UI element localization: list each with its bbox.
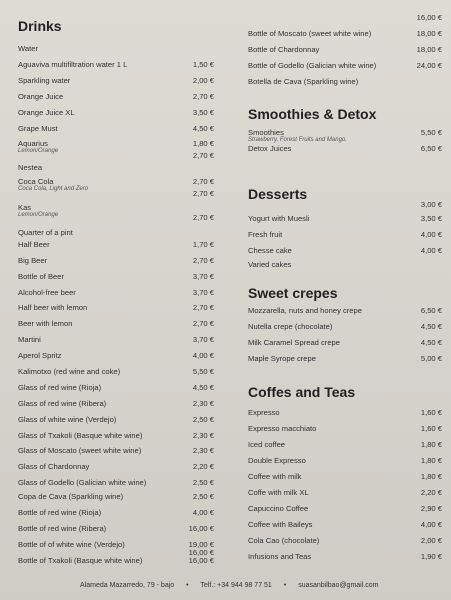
menu-item-price: 5,00 € bbox=[420, 354, 442, 363]
menu-item-price: 5,50 € bbox=[420, 128, 442, 137]
menu-item bbox=[248, 504, 442, 513]
menu-item-name: Glass of red wine (Ribera) bbox=[18, 399, 107, 408]
menu-item-name: Copa de Cava (Sparkling wine) bbox=[18, 492, 124, 501]
menu-item-price: 4,00 € bbox=[420, 520, 442, 529]
menu-item bbox=[18, 351, 214, 360]
menu-item-price: 3,50 € bbox=[192, 108, 214, 117]
menu-item-name: Mozzarella, nuts and honey crepe bbox=[248, 306, 362, 315]
footer bbox=[80, 582, 420, 589]
menu-item-name: Water bbox=[18, 44, 38, 53]
menu-item-description: Coca Cola, Light and Zero bbox=[18, 186, 89, 192]
menu-item-price: 2,70 € bbox=[192, 213, 214, 222]
footer-separator: • bbox=[283, 582, 287, 589]
menu-item-price: 4,50 € bbox=[192, 383, 214, 392]
footer-separator: • bbox=[186, 582, 189, 589]
menu-item-name: Coffee with milk bbox=[248, 472, 302, 481]
menu-item bbox=[18, 492, 214, 501]
menu-item-price: 24,00 € bbox=[416, 61, 442, 70]
menu-item bbox=[18, 524, 214, 533]
menu-item bbox=[18, 163, 214, 172]
menu-item bbox=[248, 424, 442, 433]
menu-item bbox=[248, 246, 442, 255]
menu-item-name: Detox Juices bbox=[248, 144, 292, 153]
menu-item bbox=[18, 272, 214, 281]
drinks-heading: Drinks bbox=[18, 18, 62, 34]
menu-item-price: 4,00 € bbox=[192, 351, 214, 360]
menu-item bbox=[248, 456, 442, 465]
menu-item-price: 4,00 € bbox=[420, 246, 442, 255]
menu-item bbox=[18, 44, 214, 53]
menu-item bbox=[248, 29, 442, 38]
menu-item bbox=[248, 128, 442, 144]
menu-item bbox=[248, 77, 442, 86]
menu-item-price: 4,00 € bbox=[420, 230, 442, 239]
menu-item bbox=[18, 139, 214, 155]
menu-item bbox=[18, 76, 214, 85]
menu-item-price: 18,00 € bbox=[416, 29, 442, 38]
menu-item-name: Glass of red wine (Rioja) bbox=[18, 383, 102, 392]
menu-item bbox=[18, 60, 214, 69]
menu-item bbox=[18, 478, 214, 487]
menu-item-price: 4,50 € bbox=[420, 338, 442, 347]
menu-item bbox=[18, 556, 214, 565]
menu-item-price: 6,50 € bbox=[420, 306, 442, 315]
menu-item-name: Botella de Cava (Sparkling wine) bbox=[248, 77, 359, 86]
menu-item bbox=[18, 288, 214, 297]
menu-item bbox=[248, 536, 442, 545]
menu-item-price: 16,00 € bbox=[188, 556, 214, 565]
menu-item-name: Glass of Godello (Galician white wine) bbox=[18, 478, 147, 487]
menu-item-name: Iced coffee bbox=[248, 440, 286, 449]
menu-item-name: Glass of white wine (Verdejo) bbox=[18, 415, 117, 424]
menu-item-name: Quarter of a pint bbox=[18, 228, 73, 237]
menu-item bbox=[18, 446, 214, 455]
menu-item-price: 2,70 € bbox=[192, 319, 214, 328]
menu-item-name: Grape Must bbox=[18, 124, 58, 133]
menu-item-price: 2,70 € bbox=[192, 177, 214, 186]
menu-item bbox=[18, 203, 214, 219]
menu-item bbox=[18, 508, 214, 517]
menu-item bbox=[248, 408, 442, 417]
menu-item bbox=[248, 440, 442, 449]
menu-item-description: Strawberry, Forest Fruits and Mango. bbox=[248, 137, 347, 143]
menu-item bbox=[18, 240, 214, 249]
menu-item bbox=[18, 431, 214, 440]
menu-item-price: 16,00 € bbox=[416, 13, 442, 22]
menu-item bbox=[248, 144, 442, 153]
menu-item-price: 3,70 € bbox=[192, 272, 214, 281]
menu-item-description: Lemon/Orange bbox=[18, 212, 59, 218]
menu-item bbox=[18, 335, 214, 344]
footer-email: suasanbilbao@gmail.com bbox=[298, 582, 379, 589]
menu-item bbox=[248, 472, 442, 481]
menu-item-price: 2,50 € bbox=[192, 415, 214, 424]
menu-item-name: Expresso macchiato bbox=[248, 424, 317, 433]
menu-item bbox=[18, 303, 214, 312]
coffees-heading: Coffes and Teas bbox=[248, 384, 356, 400]
menu-item-price: 2,90 € bbox=[420, 504, 442, 513]
menu-item bbox=[248, 354, 442, 363]
menu-item bbox=[18, 367, 214, 376]
menu-item-price: 16,00 € bbox=[188, 548, 214, 557]
menu-item-name: Big Beer bbox=[18, 256, 48, 265]
menu-item-price: 2,70 € bbox=[192, 303, 214, 312]
menu-item-name: Chesse cake bbox=[248, 246, 292, 255]
menu-item-price: 1,60 € bbox=[420, 408, 442, 417]
menu-item-name: Nutella crepe (chocolate) bbox=[248, 322, 333, 331]
menu-item-name: Bottle of red wine (Rioja) bbox=[18, 508, 102, 517]
menu-item-name: Aquarius bbox=[18, 139, 48, 148]
menu-item-description: Lemon/Orange bbox=[18, 148, 59, 154]
menu-item bbox=[18, 256, 214, 265]
menu-item bbox=[248, 61, 442, 70]
menu-item bbox=[248, 552, 442, 561]
menu-item-name: Nestea bbox=[18, 163, 43, 172]
menu-item-name: Bottle of of white wine (Verdejo) bbox=[18, 540, 125, 549]
menu-item-price: 2,50 € bbox=[192, 478, 214, 487]
menu-item-price: 18,00 € bbox=[416, 45, 442, 54]
menu-item-name: Infusions and Teas bbox=[248, 552, 312, 561]
menu-item-name: Half Beer bbox=[18, 240, 50, 249]
menu-item-name: Orange Juice bbox=[18, 92, 64, 101]
menu-item-name: Maple Syrope crepe bbox=[248, 354, 316, 363]
menu-item-price: 1,90 € bbox=[420, 552, 442, 561]
menu-item-name: Sparkling water bbox=[18, 76, 71, 85]
menu-item bbox=[248, 488, 442, 497]
menu-item-name: Martini bbox=[18, 335, 41, 344]
footer-phone: Telf.: +34 944 98 77 51 bbox=[200, 582, 272, 589]
menu-item-name: Half beer with lemon bbox=[18, 303, 88, 312]
menu-item-name: Bottle of Godello (Galician white wine) bbox=[248, 61, 377, 70]
menu-item-name: Cola Cao (chocolate) bbox=[248, 536, 320, 545]
menu-item bbox=[18, 415, 214, 424]
menu-item-price: 16,00 € bbox=[188, 524, 214, 533]
menu-item-name: Glass of Chardonnay bbox=[18, 462, 90, 471]
menu-item-name: Aguaviva multifiltration water 1 L bbox=[18, 60, 128, 69]
menu-item-price: 3,50 € bbox=[420, 214, 442, 223]
menu-item-name: Coffee with Baileys bbox=[248, 520, 313, 529]
menu-item-name: Bottle of Chardonnay bbox=[248, 45, 320, 54]
menu-item-price: 4,50 € bbox=[420, 322, 442, 331]
menu-item-price: 2,20 € bbox=[420, 488, 442, 497]
menu-item bbox=[248, 214, 442, 223]
menu-item-price: 2,30 € bbox=[192, 446, 214, 455]
menu-item-price: 6,50 € bbox=[420, 144, 442, 153]
footer-address: Alameda Mazarredo, 79 - bajo bbox=[80, 582, 175, 589]
menu-item-price: 2,70 € bbox=[192, 189, 214, 198]
menu-item-name: Orange Juice XL bbox=[18, 108, 75, 117]
menu-item bbox=[248, 306, 442, 315]
crepes-heading: Sweet crepes bbox=[248, 285, 338, 301]
menu-item-price: 2,70 € bbox=[192, 92, 214, 101]
menu-item-price: 2,30 € bbox=[192, 399, 214, 408]
menu-item-name: Glass of Txakoli (Basque white wine) bbox=[18, 431, 143, 440]
menu-item bbox=[248, 322, 442, 331]
menu-item-price: 4,50 € bbox=[192, 124, 214, 133]
menu-item-price: 2,70 € bbox=[192, 256, 214, 265]
menu-item-price: 4,00 € bbox=[192, 508, 214, 517]
menu-item-price: 1,80 € bbox=[192, 139, 214, 148]
menu-item-name: Varied cakes bbox=[248, 260, 292, 269]
menu-item-name: Alcohol-free beer bbox=[18, 288, 76, 297]
menu-item-price: 1,60 € bbox=[420, 424, 442, 433]
menu-item-name: Coca Cola bbox=[18, 177, 54, 186]
menu-item-price: 2,00 € bbox=[192, 76, 214, 85]
menu-item-price: 2,50 € bbox=[192, 492, 214, 501]
menu-item-name: Bottle of Txakoli (Basque white wine) bbox=[18, 556, 143, 565]
menu-item-price: 1,80 € bbox=[420, 456, 442, 465]
menu-item-price: 1,80 € bbox=[420, 472, 442, 481]
menu-item-name: Fresh fruit bbox=[248, 230, 283, 239]
menu-item-price: 2,20 € bbox=[192, 462, 214, 471]
menu-item-name: Beer with lemon bbox=[18, 319, 73, 328]
menu-item-name: Bottle of Beer bbox=[18, 272, 65, 281]
menu-item-name: Capuccino Coffee bbox=[248, 504, 309, 513]
menu-item-price: 2,30 € bbox=[192, 431, 214, 440]
menu-item-name: Double Expresso bbox=[248, 456, 306, 465]
menu-item-price: 1,70 € bbox=[192, 240, 214, 249]
menu-item bbox=[248, 230, 442, 239]
menu-item-price: 3,70 € bbox=[192, 288, 214, 297]
menu-item bbox=[18, 319, 214, 328]
menu-item bbox=[18, 228, 214, 237]
menu-item bbox=[248, 260, 442, 269]
menu-item-price: 3,70 € bbox=[192, 335, 214, 344]
menu-item bbox=[248, 338, 442, 347]
menu-item-name: Glass of Moscato (sweet white wine) bbox=[18, 446, 142, 455]
menu-item-name: Expresso bbox=[248, 408, 280, 417]
menu-item-price: 1,50 € bbox=[192, 60, 214, 69]
menu-item-price: 5,50 € bbox=[192, 367, 214, 376]
menu-item-name: Kas bbox=[18, 203, 32, 212]
menu-item-name: Bottle of Moscato (sweet white wine) bbox=[248, 29, 372, 38]
menu-item bbox=[248, 520, 442, 529]
menu-item bbox=[18, 462, 214, 471]
menu-item-price: 2,70 € bbox=[192, 151, 214, 160]
menu-item bbox=[18, 383, 214, 392]
desserts-heading: Desserts bbox=[248, 186, 308, 202]
menu-item-name: Milk Caramel Spread crepe bbox=[248, 338, 341, 347]
menu-item-name: Bottle of red wine (Ribera) bbox=[18, 524, 107, 533]
menu-item-price: 2,00 € bbox=[420, 536, 442, 545]
menu-item bbox=[18, 124, 214, 133]
menu-item-price: 1,80 € bbox=[420, 440, 442, 449]
smoothies-heading: Smoothies & Detox bbox=[248, 106, 377, 122]
menu-item bbox=[18, 108, 214, 117]
menu-item-name: Aperol Spritz bbox=[18, 351, 62, 360]
menu-item-name: Coffe with milk XL bbox=[248, 488, 309, 497]
menu-item-price: 3,00 € bbox=[420, 200, 442, 209]
menu-item-price: 19,00 € bbox=[188, 540, 214, 549]
menu-item bbox=[18, 540, 214, 549]
menu-item bbox=[18, 92, 214, 101]
menu-item bbox=[248, 45, 442, 54]
menu-item-name: Smoothies bbox=[248, 128, 284, 137]
menu-item bbox=[18, 177, 214, 193]
menu-item-name: Kalimotxo (red wine and coke) bbox=[18, 367, 121, 376]
menu-item-name: Yogurt with Muesli bbox=[248, 214, 310, 223]
menu-item bbox=[18, 399, 214, 408]
